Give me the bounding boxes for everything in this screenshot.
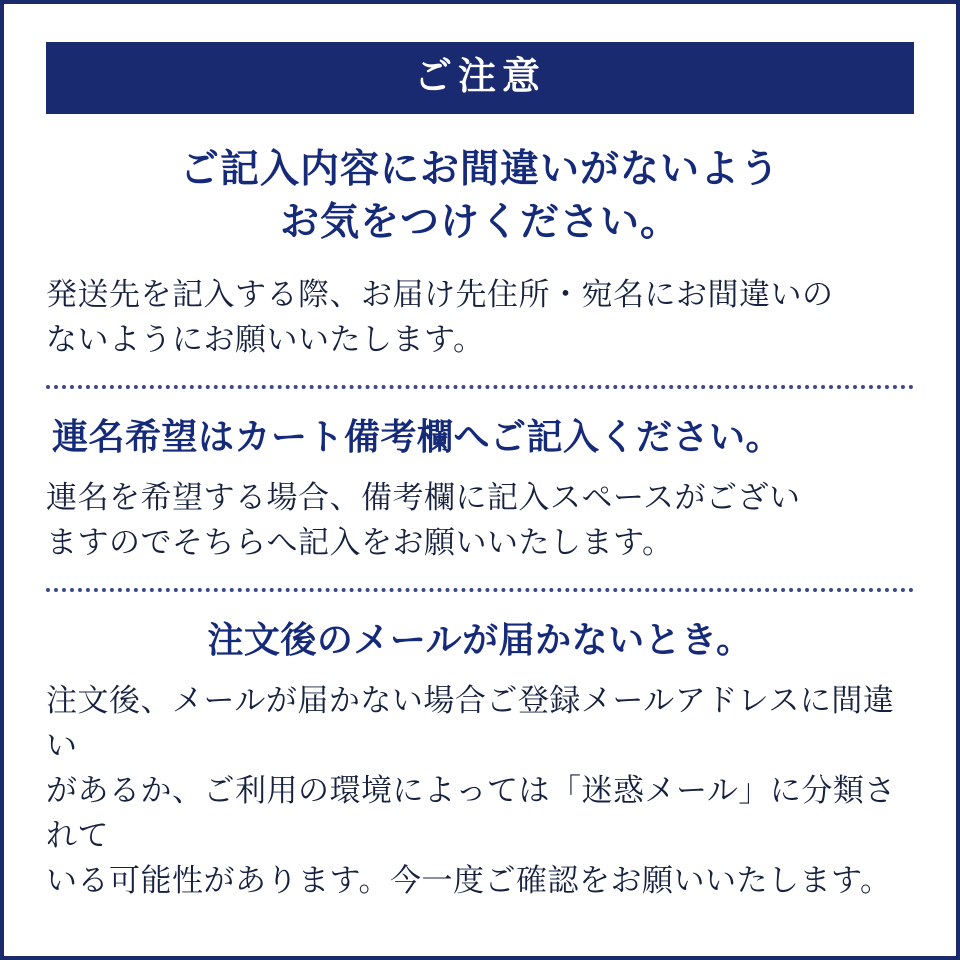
divider-2	[46, 588, 914, 592]
section-joint-name-paragraph	[46, 476, 914, 566]
notice-banner-title: ご注意	[46, 42, 914, 114]
lead-heading-line-1: ご記入内容にお間違いがないよう	[179, 148, 780, 191]
divider-1	[46, 385, 914, 389]
intro-line-1: 発送先を記入する際、お届け先住所・宛名にお間違いの	[46, 277, 834, 313]
section-email-not-received-paragraph	[46, 679, 914, 904]
section-email-not-received-line-2: があるか、ご利用の環境によっては「迷惑メール」に分類されて	[46, 773, 896, 854]
section-email-not-received-line-3: いる可能性があります。今一度ご確認をお願いいたします。	[46, 863, 892, 899]
intro-paragraph	[46, 273, 914, 363]
lead-heading	[46, 144, 914, 249]
section-joint-name-heading: 連名希望はカート備考欄へご記入ください。	[52, 416, 783, 458]
section-email-not-received	[46, 618, 914, 904]
section-joint-name-line-1: 連名を希望する場合、備考欄に記入スペースがござい	[46, 480, 801, 516]
lead-heading-line-2: お気をつけください。	[279, 200, 680, 244]
notice-content	[4, 4, 956, 956]
section-joint-name	[46, 415, 914, 566]
section-email-not-received-line-1: 注文後、メールが届かない場合ご登録メールアドレスに間違い	[46, 683, 895, 764]
section-joint-name-line-2: ますのでそちらへ記入をお願いいたします。	[46, 525, 674, 561]
section-email-not-received-heading: 注文後のメールが届かないとき。	[207, 619, 753, 661]
intro-line-2: ないようにお願いいたします。	[46, 322, 485, 358]
